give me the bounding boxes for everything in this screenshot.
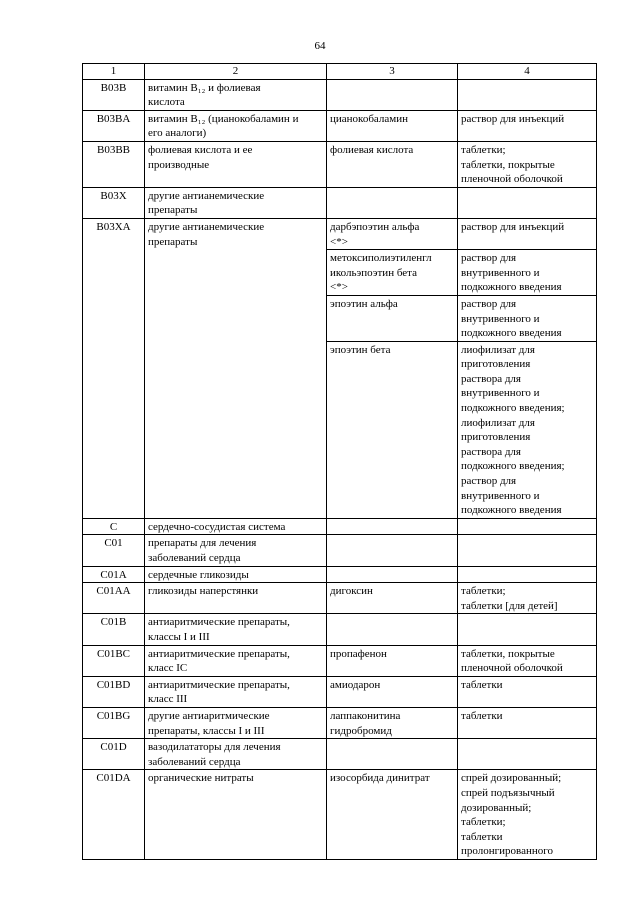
drug-name-cell	[327, 645, 458, 676]
dosage-form-cell-line: приготовления	[461, 431, 531, 444]
group-name-cell	[145, 676, 327, 707]
drug-name-cell-line: амиодарон	[330, 678, 381, 691]
group-name-cell-line: вазодилататоры для лечения	[148, 741, 281, 754]
group-name-cell-line: гликозиды наперстянки	[148, 585, 259, 598]
drug-name-cell	[327, 739, 458, 770]
group-name-cell-line: класс IC	[148, 662, 188, 675]
dosage-form-cell-line: раствор для	[461, 475, 517, 488]
atc-code-cell: C01BC	[83, 645, 145, 676]
group-name-cell	[145, 518, 327, 535]
dosage-form-cell	[458, 79, 597, 110]
drug-name-cell-line: дарбэпоэтин альфа	[330, 220, 420, 233]
dosage-form-cell-line: подкожного введения	[461, 504, 562, 517]
dosage-form-cell	[458, 645, 597, 676]
group-name-cell-line: антиаритмические препараты,	[148, 616, 290, 629]
drug-name-cell-line: лаппаконитина	[330, 709, 401, 722]
atc-code-cell: C01BG	[83, 707, 145, 738]
table-row	[83, 187, 597, 218]
group-name-cell	[145, 218, 327, 518]
atc-code-cell: C01D	[83, 739, 145, 770]
group-name-cell	[145, 79, 327, 110]
drug-name-cell-line: <*>	[330, 281, 348, 294]
atc-code-cell: B03B	[83, 79, 145, 110]
drug-name-cell	[327, 250, 458, 296]
drug-name-cell	[327, 518, 458, 535]
drug-name-cell-line: икольэпоэтин бета	[330, 266, 417, 279]
group-name-cell-line: сердечно-сосудистая система	[148, 520, 286, 533]
dosage-form-cell-line: таблетки;	[461, 816, 506, 829]
dosage-form-cell-line: спрей дозированный;	[461, 772, 562, 785]
group-name-cell-line: фолиевая кислота и ее	[148, 143, 253, 156]
dosage-form-cell-line: подкожного введения;	[461, 402, 565, 415]
dosage-form-cell-line: подкожного введения;	[461, 460, 565, 473]
drug-name-cell-line: цианокобаламин	[330, 112, 409, 125]
drug-name-cell-line: дигоксин	[330, 585, 373, 598]
table-row	[83, 676, 597, 707]
group-name-cell	[145, 739, 327, 770]
group-name-cell	[145, 141, 327, 187]
group-name-cell-line: препараты	[148, 204, 198, 217]
table-body	[83, 79, 597, 859]
dosage-form-cell-line: пролонгированного	[461, 845, 553, 858]
dosage-form-cell-line: таблетки, покрытые	[461, 158, 555, 171]
group-name-cell	[145, 187, 327, 218]
drug-name-cell	[327, 218, 458, 249]
group-name-cell-line: его аналоги)	[148, 127, 207, 140]
dosage-form-cell-line: пленочной оболочкой	[461, 173, 563, 186]
dosage-form-cell-line: лиофилизат для	[461, 343, 535, 356]
dosage-form-cell	[458, 535, 597, 566]
group-name-cell-line: сердечные гликозиды	[148, 568, 249, 581]
dosage-form-cell-line: лиофилизат для	[461, 416, 535, 429]
dosage-form-cell	[458, 770, 597, 860]
drug-name-cell-line: метоксиполиэтиленгл	[330, 252, 432, 265]
table-row	[83, 535, 597, 566]
dosage-form-cell-line: подкожного введения	[461, 327, 562, 340]
dosage-form-cell-line: приготовления	[461, 358, 531, 371]
group-name-cell-line: препараты	[148, 235, 198, 248]
group-name-cell-line: витамин B₁₂ (цианокобаламин и	[148, 112, 299, 125]
drug-name-cell-line: эпоэтин альфа	[330, 297, 398, 310]
dosage-form-cell	[458, 187, 597, 218]
atc-code-cell: C01AA	[83, 583, 145, 614]
dosage-form-cell-line: пленочной оболочкой	[461, 662, 563, 675]
dosage-form-cell-line: спрей подъязычный	[461, 786, 555, 799]
group-name-cell	[145, 535, 327, 566]
drug-name-cell-line: гидробромид	[330, 724, 392, 737]
dosage-form-cell-line: дозированный;	[461, 801, 532, 814]
dosage-form-cell-line: раствор для инъекций	[461, 112, 565, 125]
dosage-form-cell-line: таблетки;	[461, 585, 506, 598]
group-name-cell	[145, 110, 327, 141]
dosage-form-cell	[458, 250, 597, 296]
table-row	[83, 770, 597, 860]
dosage-form-cell-line: таблетки	[461, 709, 503, 722]
drug-name-cell-line: эпоэтин бета	[330, 343, 391, 356]
atc-code-cell: C01A	[83, 566, 145, 583]
dosage-form-cell-line: таблетки	[461, 830, 503, 843]
dosage-form-cell	[458, 218, 597, 249]
column-header: 1	[83, 64, 145, 80]
drug-name-cell	[327, 295, 458, 341]
table-row	[83, 79, 597, 110]
dosage-form-cell-line: таблетки	[461, 678, 503, 691]
drug-name-cell	[327, 583, 458, 614]
drug-name-cell	[327, 676, 458, 707]
drug-name-cell	[327, 79, 458, 110]
dosage-form-cell	[458, 518, 597, 535]
group-name-cell-line: препараты, классы I и III	[148, 724, 265, 737]
dosage-form-cell-line: раствор для	[461, 297, 517, 310]
drug-name-cell-line: <*>	[330, 235, 348, 248]
group-name-cell	[145, 645, 327, 676]
atc-code-cell: B03X	[83, 187, 145, 218]
dosage-form-cell	[458, 583, 597, 614]
column-header: 2	[145, 64, 327, 80]
drug-name-cell-line: изосорбида динитрат	[330, 772, 430, 785]
drug-name-cell	[327, 535, 458, 566]
group-name-cell-line: антиаритмические препараты,	[148, 678, 290, 691]
atc-code-cell: B03BB	[83, 141, 145, 187]
dosage-form-cell	[458, 614, 597, 645]
table-row	[83, 110, 597, 141]
drug-name-cell-line: фолиевая кислота	[330, 143, 414, 156]
group-name-cell	[145, 770, 327, 860]
table-row	[83, 614, 597, 645]
group-name-cell-line: другие антиаритмические	[148, 709, 270, 722]
atc-code-cell: C01B	[83, 614, 145, 645]
group-name-cell-line: заболеваний сердца	[148, 755, 241, 768]
table-row	[83, 583, 597, 614]
dosage-form-cell-line: раствора для	[461, 372, 521, 385]
group-name-cell-line: препараты для лечения	[148, 537, 257, 550]
drug-name-cell	[327, 110, 458, 141]
group-name-cell-line: класс III	[148, 693, 188, 706]
atc-code-cell: C01DA	[83, 770, 145, 860]
table-row	[83, 141, 597, 187]
dosage-form-cell-line: внутривенного и	[461, 387, 540, 400]
drug-name-cell	[327, 141, 458, 187]
table-row	[83, 566, 597, 583]
dosage-form-cell-line: таблетки;	[461, 143, 506, 156]
dosage-form-cell-line: таблетки [для детей]	[461, 599, 558, 612]
dosage-form-cell-line: подкожного введения	[461, 281, 562, 294]
table-row	[83, 645, 597, 676]
atc-code-cell: C	[83, 518, 145, 535]
dosage-form-cell-line: внутривенного и	[461, 266, 540, 279]
dosage-form-cell	[458, 707, 597, 738]
drug-name-cell	[327, 566, 458, 583]
group-name-cell-line: другие антианемические	[148, 189, 265, 202]
dosage-form-cell-line: внутривенного и	[461, 489, 540, 502]
group-name-cell-line: органические нитраты	[148, 772, 254, 785]
dosage-form-cell	[458, 566, 597, 583]
group-name-cell	[145, 707, 327, 738]
atc-code-cell: B03XA	[83, 218, 145, 518]
dosage-form-cell	[458, 141, 597, 187]
dosage-form-cell-line: раствор для инъекций	[461, 220, 565, 233]
dosage-form-cell-line: таблетки, покрытые	[461, 647, 555, 660]
drug-classification-table	[82, 63, 597, 860]
column-header: 3	[327, 64, 458, 80]
group-name-cell	[145, 583, 327, 614]
dosage-form-cell	[458, 295, 597, 341]
table-row	[83, 707, 597, 738]
drug-name-cell-line: пропафенон	[330, 647, 387, 660]
group-name-cell-line: заболеваний сердца	[148, 552, 241, 564]
table-row	[83, 518, 597, 535]
table-row	[83, 739, 597, 770]
dosage-form-cell	[458, 110, 597, 141]
group-name-cell-line: другие антианемические	[148, 220, 265, 233]
group-name-cell-line: антиаритмические препараты,	[148, 647, 290, 660]
group-name-cell-line: витамин B₁₂ и фолиевая	[148, 81, 261, 94]
dosage-form-cell-line: раствора для	[461, 445, 521, 458]
group-name-cell-line: классы I и III	[148, 630, 210, 643]
drug-name-cell	[327, 707, 458, 738]
atc-code-cell: B03BA	[83, 110, 145, 141]
atc-code-cell: C01	[83, 535, 145, 566]
table-header-row	[83, 64, 597, 80]
dosage-form-cell	[458, 676, 597, 707]
group-name-cell	[145, 614, 327, 645]
group-name-cell-line: производные	[148, 158, 210, 171]
page-number: 64	[314, 40, 326, 52]
dosage-form-cell-line: внутривенного и	[461, 312, 540, 325]
drug-name-cell	[327, 187, 458, 218]
atc-code-cell: C01BD	[83, 676, 145, 707]
drug-name-cell	[327, 770, 458, 860]
dosage-form-cell-line: раствор для	[461, 252, 517, 265]
dosage-form-cell	[458, 739, 597, 770]
column-header: 4	[458, 64, 597, 80]
group-name-cell-line: кислота	[148, 96, 185, 109]
table-row	[83, 218, 597, 249]
group-name-cell	[145, 566, 327, 583]
drug-name-cell	[327, 614, 458, 645]
dosage-form-cell	[458, 341, 597, 518]
drug-name-cell	[327, 341, 458, 518]
